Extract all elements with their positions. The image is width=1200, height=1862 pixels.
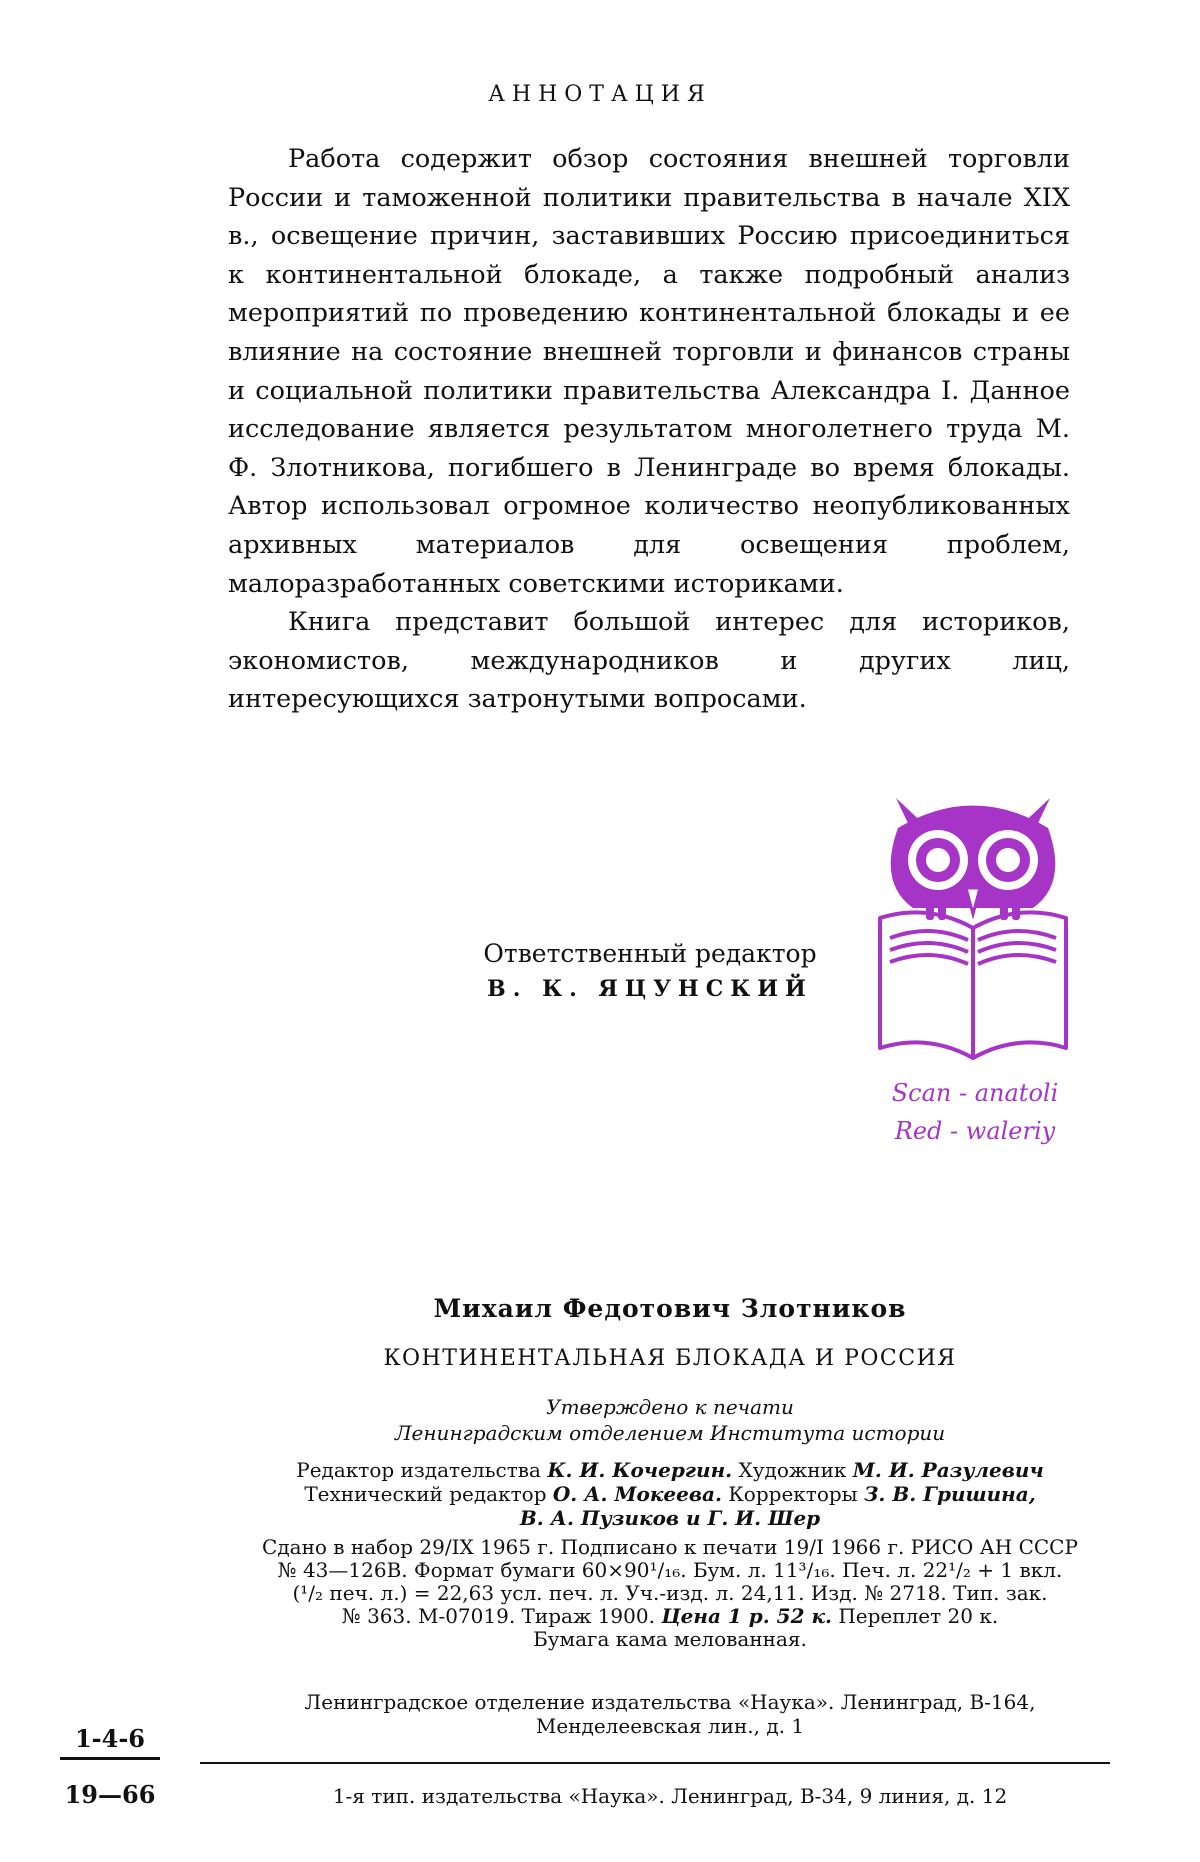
owl-reading-book-icon xyxy=(868,788,1078,1068)
approval-line-1: Утверждено к печати xyxy=(546,1395,794,1419)
editor-role: Ответственный редактор xyxy=(483,939,817,968)
staff-line-2 xyxy=(220,1482,1120,1506)
annotation-paragraph-1: Работа содержит обзор состояния внешней торговли России и таможенной политики правительства в начале XIX в., освещение причин, заставивших Россию присоединиться к континентальной блокаде, а также подробный анализ мероприятий по проведению континентальной блокады и ее влияние на состояние внешней торговли и финансов страны и социальной политики правительства Александра I. Данное исследование является результатом многолетнего труда М. Ф. Злотникова, погибшего в Ленинграде во время блокады. Автор использовал огромное количество неопубликованных архивных материалов для освещения проблем, малоразработанных советскими историками. xyxy=(228,144,1070,599)
technical-details xyxy=(220,1536,1120,1651)
annotation-heading: АННОТАЦИЯ xyxy=(488,82,712,107)
tech-line-1: Сдано в набор 29/IX 1965 г. Подписано к печати 19/I 1966 г. РИСО АН СССР xyxy=(262,1535,1078,1559)
publishing-staff xyxy=(220,1458,1120,1530)
approval-line-2: Ленинградским отделением Института истории xyxy=(394,1421,946,1445)
editor-label: Редактор издательства xyxy=(296,1458,541,1482)
price: Цена 1 р. 52 к. xyxy=(661,1604,832,1628)
annotation-paragraph-2: Книга представит большой интерес для историков, экономистов, международников и других лиц, интересующихся затронутыми вопросами. xyxy=(228,607,1070,715)
publisher-line-2: Менделеевская лин., д. 1 xyxy=(535,1714,805,1738)
catalog-code-top: 1-4-6 xyxy=(60,1724,160,1760)
annotation-text xyxy=(228,140,1070,719)
author-name: Михаил Федотович Злотников xyxy=(433,1294,907,1323)
tech-line-4-start: № 363. М-07019. Тираж 1900. xyxy=(341,1604,655,1628)
publishing-editor-name: К. И. Кочергин. xyxy=(547,1458,733,1482)
book-title: КОНТИНЕНТАЛЬНАЯ БЛОКАДА И РОССИЯ xyxy=(383,1346,957,1371)
catalog-code-bottom: 19—66 xyxy=(64,1780,156,1809)
tech-line-2: № 43—126В. Формат бумаги 60×90¹/₁₆. Бум. л. 11³/₁₆. Печ. л. 22¹/₂ + 1 вкл. xyxy=(277,1558,1063,1582)
tech-line-4-end: Переплет 20 к. xyxy=(838,1604,999,1628)
responsible-editor xyxy=(470,936,830,1006)
editor-name: В. К. ЯЦУНСКИЙ xyxy=(487,976,813,1002)
approval-note xyxy=(220,1394,1120,1446)
scan-credit-line-1: Scan - anatoli xyxy=(891,1079,1059,1107)
tech-line-4 xyxy=(220,1605,1120,1628)
staff-line-3 xyxy=(220,1506,1120,1530)
staff-line-1 xyxy=(220,1458,1120,1482)
printer-line: 1-я тип. издательства «Наука». Ленинград, В-34, 9 линия, д. 12 xyxy=(332,1784,1008,1808)
tech-line-3: (¹/₂ печ. л.) = 22,63 усл. печ. л. Уч.-изд. л. 24,11. Изд. № 2718. Тип. зак. xyxy=(292,1581,1048,1605)
publisher-address xyxy=(220,1690,1120,1738)
scan-credit-line-2: Red - waleriy xyxy=(894,1117,1056,1145)
scan-credit xyxy=(860,1074,1090,1150)
publisher-line-1: Ленинградское отделение издательства «Наука». Ленинград, В-164, xyxy=(304,1690,1036,1714)
tech-editor-name: О. А. Мокеева. xyxy=(552,1482,722,1506)
artist-name: М. И. Разулевич xyxy=(852,1458,1044,1482)
correctors-names-2: В. А. Пузиков и Г. И. Шер xyxy=(519,1506,821,1530)
tech-line-5: Бумага кама мелованная. xyxy=(533,1627,807,1651)
artist-label: Художник xyxy=(738,1458,847,1482)
correctors-names-1: З. В. Гришина, xyxy=(863,1482,1036,1506)
divider xyxy=(200,1762,1110,1764)
tech-editor-label: Технический редактор xyxy=(304,1482,547,1506)
correctors-label: Корректоры xyxy=(728,1482,858,1506)
